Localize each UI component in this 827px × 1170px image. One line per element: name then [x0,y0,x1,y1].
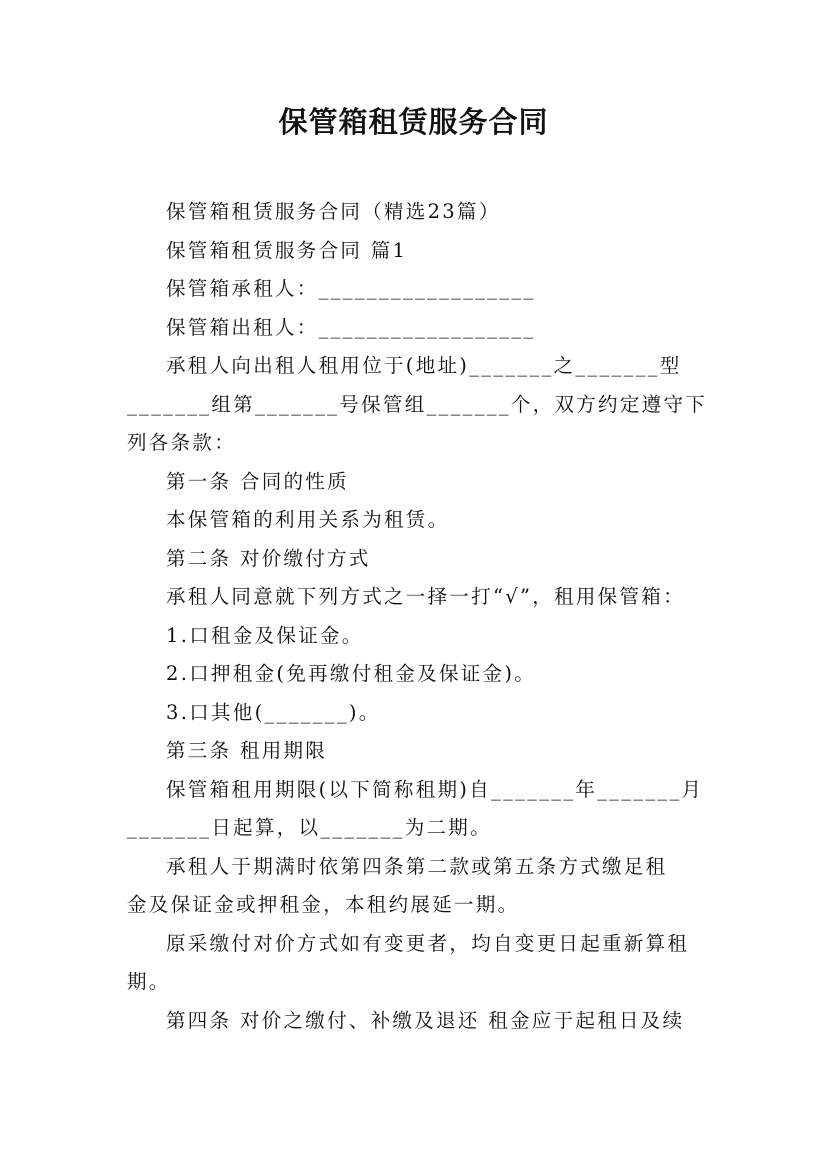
paragraph-line: 承租人向出租人租用位于(地址)_______之_______型 [166,354,682,377]
paragraph-line: 保管箱出租人：__________________ [166,315,536,339]
paragraph-line: 列各条款： [127,431,237,454]
paragraph-line: 承租人同意就下列方式之一择一打“√”，租用保管箱： [166,585,685,608]
paragraph-line: 保管箱租用期限(以下简称租期)自_______年_______月 [166,777,704,801]
paragraph-line: 本保管箱的利用关系为租赁。 [166,508,450,531]
paragraph-line: 1.口租金及保证金。 [166,623,364,647]
paragraph-line: 保管箱租赁服务合同（精选23篇） [166,200,501,223]
paragraph-line: 第四条 对价之缴付、补缴及退还 租金应于起租日及续 [166,1008,685,1032]
paragraph-line: 原采缴付对价方式如有变更者，均自变更日起重新算租 [166,931,690,955]
paragraph-line: 第二条 对价缴付方式 [166,546,371,570]
paragraph-line: 保管箱承租人：__________________ [166,277,536,300]
document-body [127,193,712,1040]
paragraph-line: _______组第_______号保管组_______个，双方约定遵守下 [127,392,708,416]
paragraph-line: 第一条 合同的性质 [166,469,349,493]
paragraph-line: 3.口其他(_______)。 [166,700,381,724]
paragraph-line: 第三条 租用期限 [166,739,328,762]
paragraph-line: 期。 [127,970,171,993]
paragraph-line: _______日起算，以_______为二期。 [127,816,492,839]
document-title: 保管箱租赁服务合同 [278,105,549,139]
paragraph-line: 金及保证金或押租金，本租约展延一期。 [127,893,520,916]
paragraph-line: 承租人于期满时依第四条第二款或第五条方式缴足租 [166,854,668,878]
paragraph-line: 保管箱租赁服务合同 篇1 [166,238,408,262]
paragraph-line: 2.口押租金(免再缴付租金及保证金)。 [166,662,537,685]
